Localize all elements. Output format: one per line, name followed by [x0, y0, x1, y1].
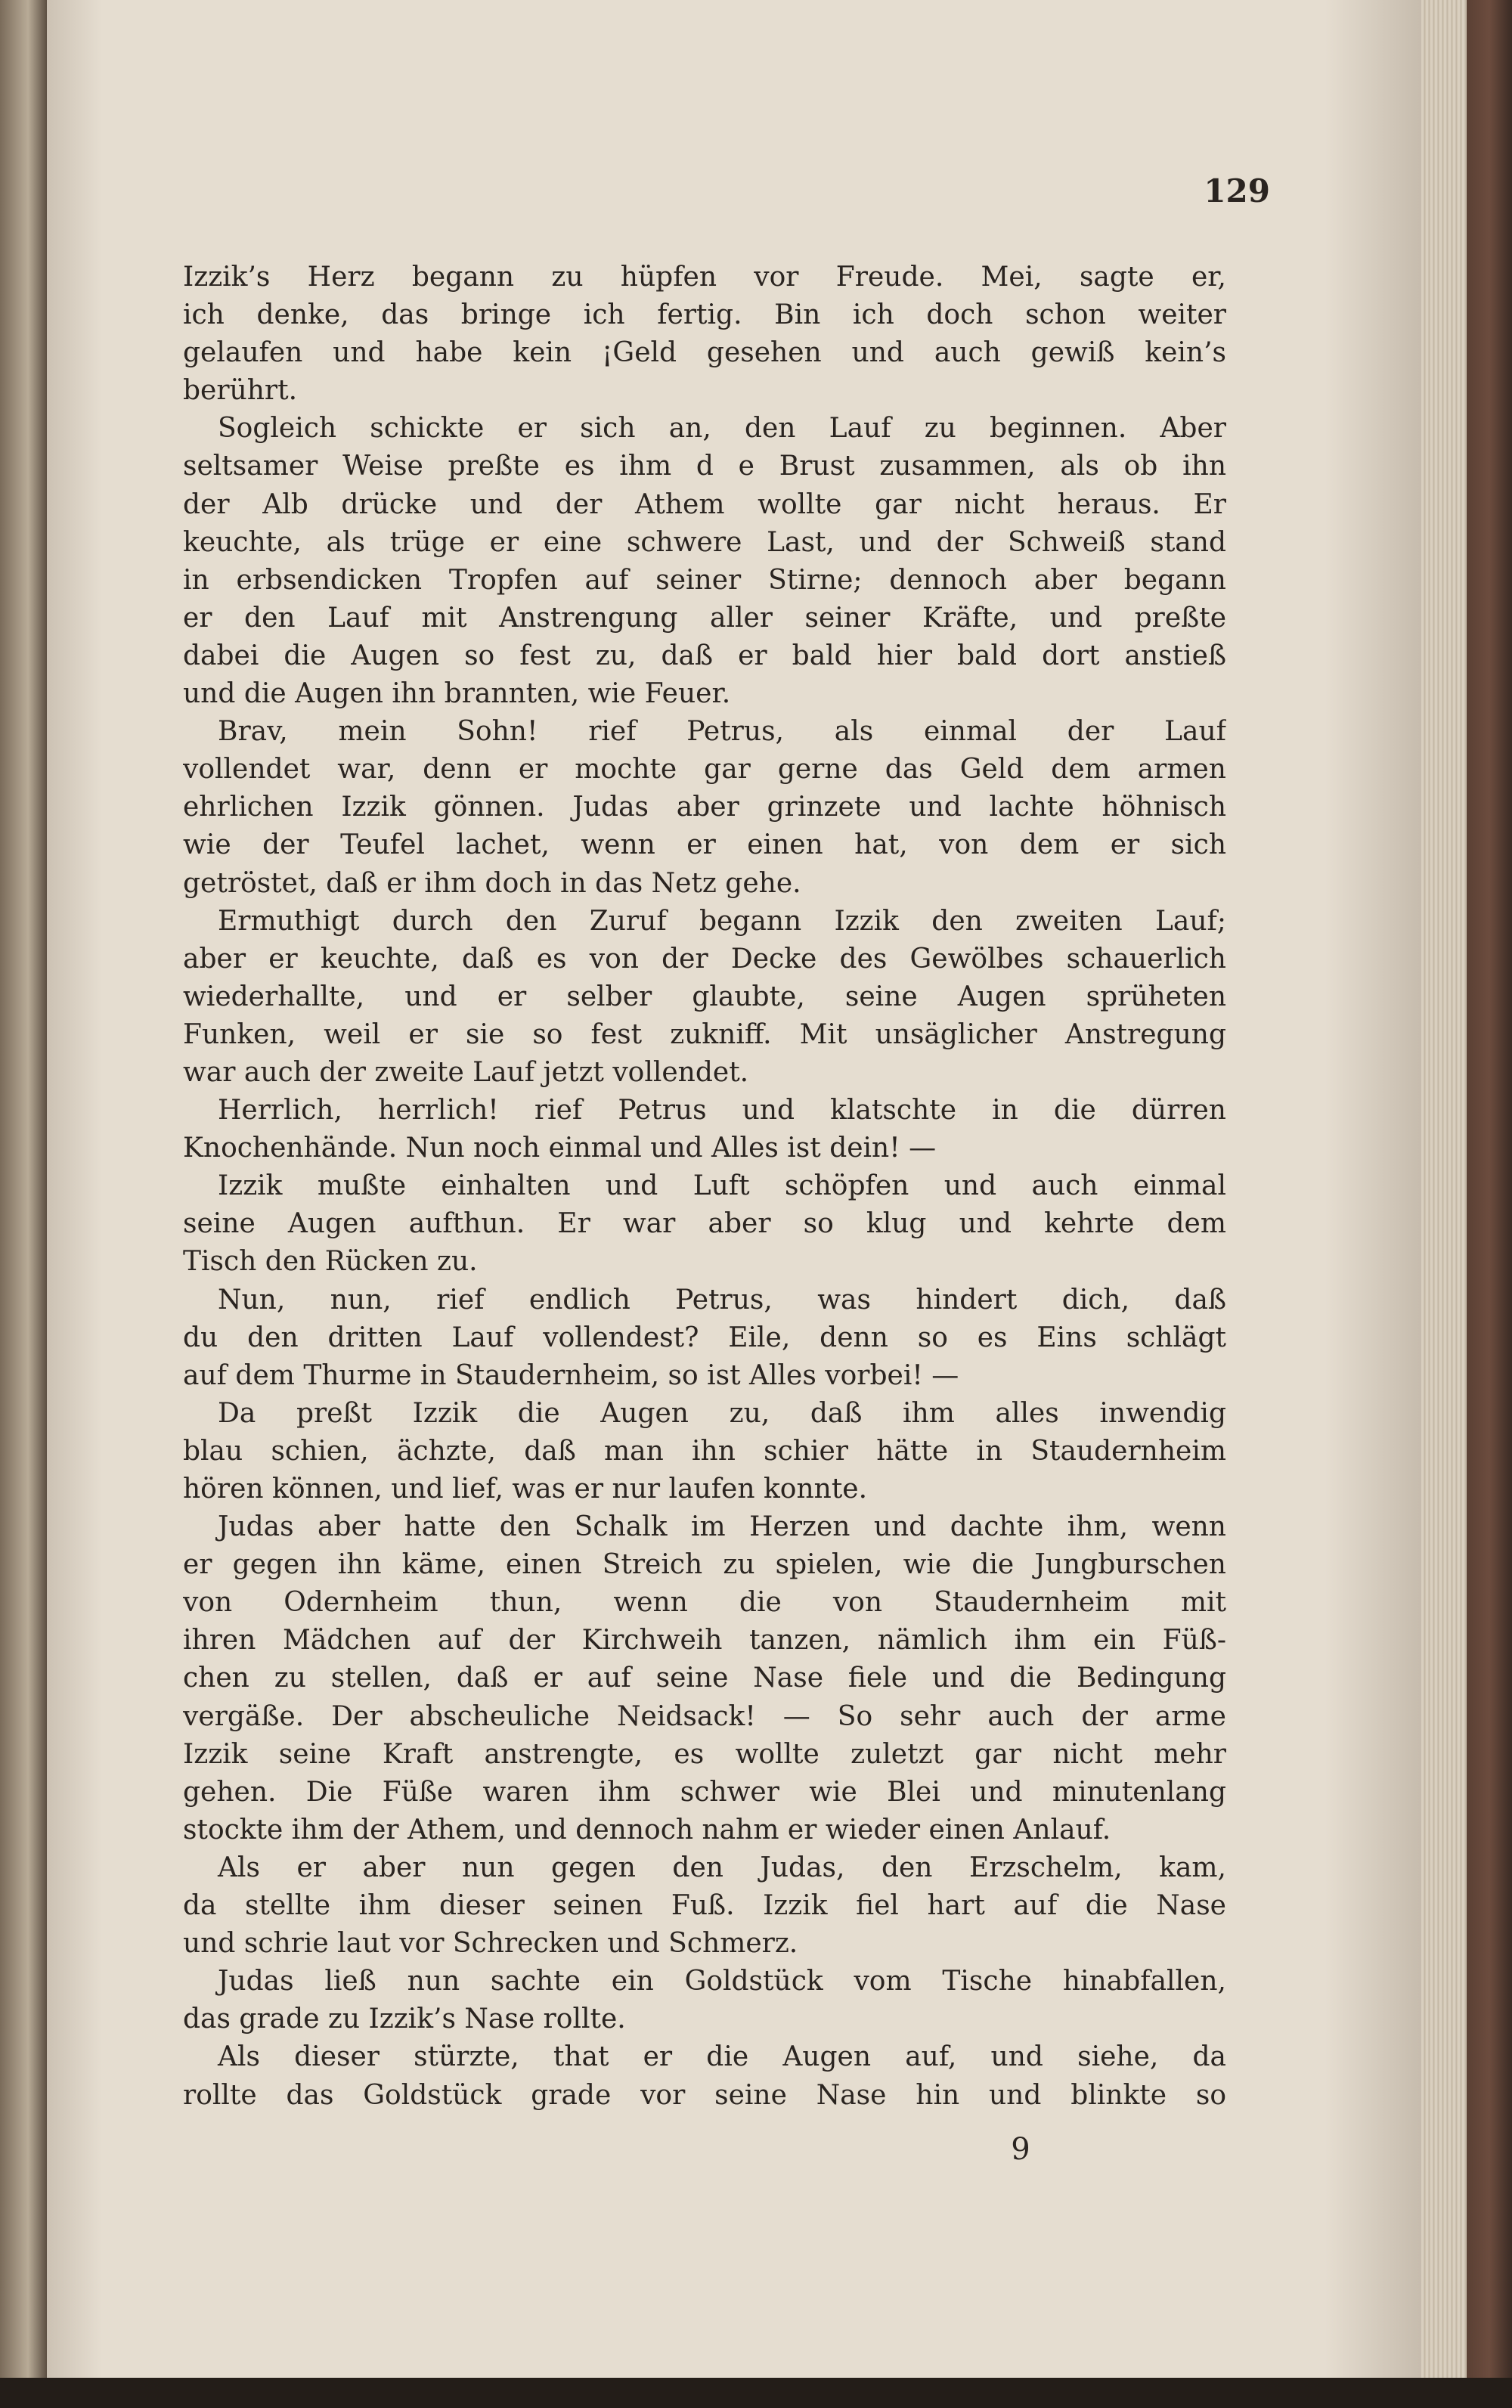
signature-mark: 9 [1011, 2132, 1030, 2167]
page-number: 129 [1204, 172, 1270, 209]
text-line: keuchte, als trüge er eine schwere Last, und der Schweiß stand [183, 526, 1226, 558]
text-line: rollte das Goldstück grade vor seine Nase hin und blinkte so [183, 2079, 1226, 2111]
text-line: auf dem Thurme in Staudernheim, so ist Alles vorbei! — [183, 1359, 959, 1391]
text-line: ich denke, das bringe ich fertig. Bin ich doch schon weiter [183, 299, 1226, 331]
text-line: und die Augen ihn brannten, wie Feuer. [183, 678, 731, 710]
text-line: Als er aber nun gegen den Judas, den Erzschelm, kam, [218, 1852, 1226, 1883]
text-line: und schrie laut vor Schrecken und Schmerz. [183, 1928, 798, 1960]
text-line: Judas ließ nun sachte ein Goldstück vom Tische hinabfallen, [218, 1966, 1226, 1997]
text-line: ihren Mädchen auf der Kirchweih tanzen, nämlich ihm ein Füß- [183, 1625, 1226, 1656]
text-line: stockte ihm der Athem, und dennoch nahm er wieder einen Anlauf. [183, 1814, 1111, 1846]
body-text [183, 259, 1226, 2115]
text-line: gehen. Die Füße waren ihm schwer wie Blei und minutenlang [183, 1776, 1226, 1808]
text-line: vergäße. Der abscheuliche Neidsack! — So sehr auch der arme [183, 1700, 1226, 1732]
text-line: vollendet war, denn er mochte gar gerne das Geld dem armen [183, 754, 1226, 786]
text-line: ehrlichen Izzik gönnen. Judas aber grinzete und lachte höhnisch [183, 792, 1226, 823]
text-line: Nun, nun, rief endlich Petrus, was hindert dich, daß [218, 1284, 1226, 1316]
page-block-edge [1421, 0, 1467, 2378]
text-line: das grade zu Izzik’s Nase rollte. [183, 2004, 626, 2035]
text-line: Izzik seine Kraft anstrengte, es wollte zuletzt gar nicht mehr [183, 1738, 1226, 1770]
text-line: dabei die Augen so fest zu, daß er bald hier bald dort anstieß [183, 640, 1226, 671]
text-line: Funken, weil er sie so fest zukniff. Mit unsäglicher Anstregung [183, 1018, 1226, 1050]
text-line: aber er keuchte, daß es von der Decke des Gewölbes schauerlich [183, 943, 1226, 975]
facing-page-edge [0, 0, 47, 2408]
text-line: Knochenhände. Nun noch einmal und Alles ist dein! — [183, 1133, 937, 1164]
text-line: Tisch den Rücken zu. [183, 1246, 478, 1278]
text-line: blau schien, ächzte, daß man ihn schier hätte in Staudernheim [183, 1435, 1226, 1467]
text-line: Brav, mein Sohn! rief Petrus, als einmal der Lauf [218, 716, 1226, 748]
text-line: er gegen ihn käme, einen Streich zu spielen, wie die Jungburschen [183, 1549, 1226, 1581]
text-line: du den dritten Lauf vollendest? Eile, denn so es Eins schlägt [183, 1322, 1226, 1353]
text-line: gelaufen und habe kein ¡Geld gesehen und auch gewiß kein’s [183, 337, 1226, 369]
text-line: Als dieser stürzte, that er die Augen auf, und siehe, da [218, 2041, 1226, 2073]
text-line: da stellte ihm dieser seinen Fuß. Izzik fiel hart auf die Nase [183, 1890, 1226, 1922]
text-line: wiederhallte, und er selber glaubte, seine Augen sprüheten [183, 981, 1226, 1012]
text-line: der Alb drücke und der Athem wollte gar nicht heraus. Er [183, 488, 1226, 520]
text-line: wie der Teufel lachet, wenn er einen hat, von dem er sich [183, 829, 1226, 861]
text-line: seltsamer Weise preßte es ihm d e Brust zusammen, als ob ihn [183, 451, 1226, 482]
text-line: seine Augen aufthun. Er war aber so klug und kehrte dem [183, 1208, 1226, 1240]
text-line: Herrlich, herrlich! rief Petrus und klatschte in die dürren [218, 1095, 1226, 1127]
text-line: er den Lauf mit Anstrengung aller seiner Kräfte, und preßte [183, 602, 1226, 634]
text-line: getröstet, daß er ihm doch in das Netz gehe. [183, 867, 801, 899]
book-cover-edge [1467, 0, 1512, 2408]
text-line: Sogleich schickte er sich an, den Lauf zu beginnen. Aber [218, 413, 1226, 445]
text-line: war auch der zweite Lauf jetzt vollendet. [183, 1056, 749, 1088]
text-line: berührt. [183, 375, 298, 407]
text-line: in erbsendicken Tropfen auf seiner Stirne; dennoch aber begann [183, 564, 1226, 596]
text-line: chen zu stellen, daß er auf seine Nase fiele und die Bedingung [183, 1663, 1226, 1694]
text-line: Izzik’s Herz begann zu hüpfen vor Freude. Mei, sagte er, [183, 262, 1226, 293]
text-line: Ermuthigt durch den Zuruf begann Izzik den zweiten Lauf; [218, 905, 1226, 937]
text-line: Da preßt Izzik die Augen zu, daß ihm alles inwendig [218, 1397, 1226, 1429]
text-line: hören können, und lief, was er nur laufen konnte. [183, 1474, 868, 1505]
text-line: Judas aber hatte den Schalk im Herzen und dachte ihm, wenn [218, 1511, 1226, 1543]
text-line: Izzik mußte einhalten und Luft schöpfen und auch einmal [218, 1170, 1226, 1202]
scan-background [0, 2378, 1512, 2408]
text-line: von Odernheim thun, wenn die von Staudernheim mit [183, 1587, 1226, 1619]
